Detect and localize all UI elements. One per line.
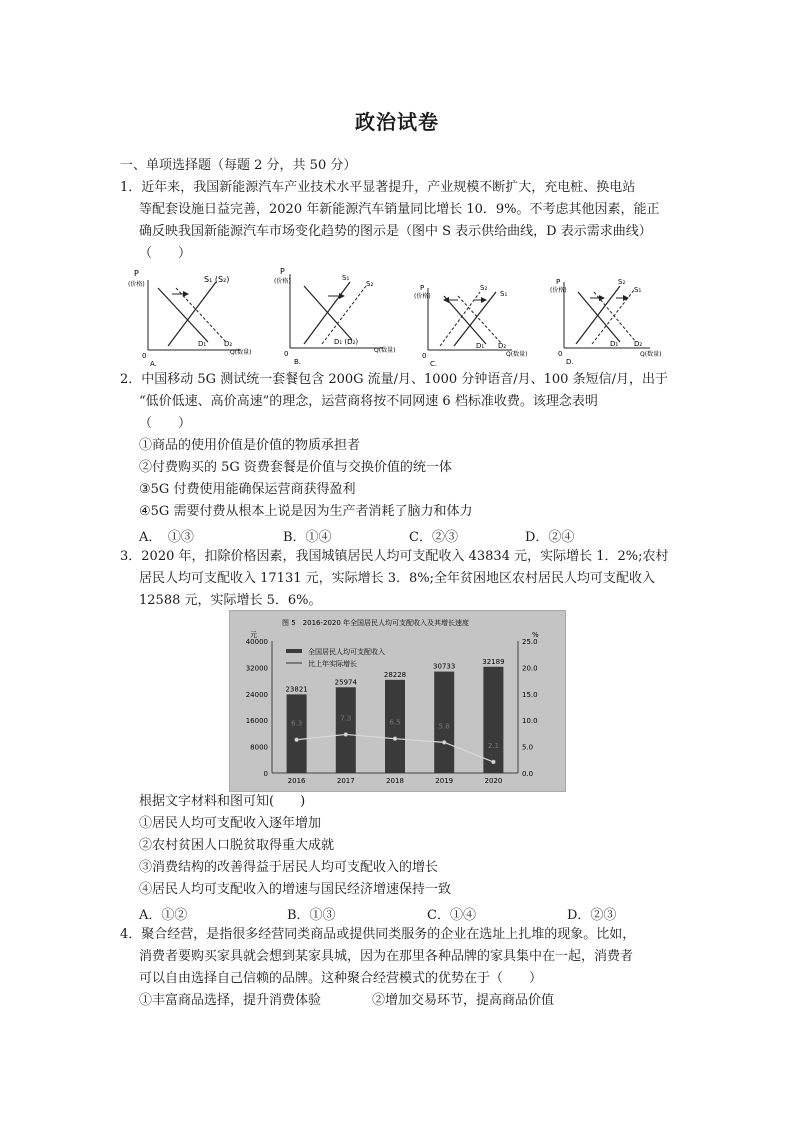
- bar-2016: [287, 694, 307, 773]
- q1-stem-line-2: 等配套设施日益完善，2020 年新能源汽车销量同比增长 10．9%。不考虑其他因素，能正: [139, 202, 660, 217]
- q2-option-a[interactable]: A． ①③: [139, 530, 194, 545]
- graph-c-q-label: Q(数量): [506, 351, 528, 358]
- y-right-tick-2: 10.0: [522, 717, 538, 726]
- rate-label-2019: 5.8: [438, 722, 450, 731]
- q4-statement-1: ①丰富商品选择，提升消费体验: [139, 993, 322, 1008]
- q2-statement-2: ②付费购买的 5G 资费套餐是价值与交换价值的统一体: [139, 460, 452, 475]
- y-left-tick-3: 24000: [245, 690, 268, 699]
- graph-c-s2-label: S₂: [480, 284, 488, 292]
- graph-c-d2-label: D₂: [498, 342, 507, 350]
- q1-stem-line-3: 确反映我国新能源汽车市场变化趋势的图示是（图中 S 表示供给曲线，D 表示需求曲线）: [139, 224, 652, 239]
- q3-statement-3: ③消费结构的改善得益于居民人均可支配收入的增长: [139, 860, 439, 875]
- graph-a-p-unit: (价格): [128, 281, 145, 288]
- graph-c-p-label: P: [420, 284, 425, 292]
- graph-d-origin: 0: [558, 350, 563, 358]
- graph-c-p-unit: (价格): [414, 293, 431, 300]
- graph-b-letter: B.: [294, 358, 302, 366]
- q3-option-a[interactable]: A．①②: [139, 908, 188, 923]
- y-left-tick-2: 16000: [245, 717, 268, 726]
- q2-stem-line-1: 2．中国移动 5G 测试统一套餐包含 200G 流量/月、1000 分钟语音/月、100 条短信/月，出于: [120, 372, 668, 387]
- graph-d-demand-d2: [594, 292, 636, 342]
- q2-statement-3: ③5G 付费使用能确保运营商获得盈利: [139, 482, 356, 497]
- graph-d-d2-label: D₂: [634, 340, 643, 348]
- y-left-tick-0: 0: [263, 770, 268, 778]
- q4-statement-2: ②增加交易环节，提高商品价值: [372, 993, 555, 1008]
- graph-a-q-label: Q(数量): [230, 349, 252, 356]
- q2-option-d[interactable]: D．②④: [525, 530, 575, 545]
- q2-statement-1: ①商品的使用价值是价值的物质承担者: [139, 438, 361, 453]
- legend-bar-swatch: [286, 649, 302, 653]
- graph-b-p-label: P: [280, 267, 285, 276]
- rate-point-2020: [491, 760, 495, 764]
- q1-graphs: [128, 266, 668, 370]
- q3-option-d[interactable]: D．②③: [567, 908, 617, 923]
- q2-option-c[interactable]: C．②③: [409, 530, 458, 545]
- legend-line-label: 比上年实际增长: [308, 660, 357, 668]
- x-tick-2016: 2016: [287, 777, 306, 785]
- x-tick-2018: 2018: [386, 777, 404, 785]
- graph-b-s2-label: S₂: [366, 280, 374, 288]
- graph-d-s2-label: S₂: [618, 278, 626, 286]
- y-left-tick-5: 40000: [245, 638, 268, 646]
- graph-b-demand-curve: [304, 286, 352, 340]
- graph-a[interactable]: [128, 269, 251, 368]
- graph-d-p-unit: (价格): [550, 287, 567, 294]
- graph-b-supply-s1: [304, 282, 350, 344]
- q2-option-b[interactable]: B．①④: [283, 530, 332, 545]
- graph-d-p-label: P: [556, 278, 561, 286]
- graph-d-q-label: Q(数量): [640, 351, 662, 358]
- page-title: 政治试卷: [355, 110, 439, 134]
- q4-stem-line-2: 消费者要购买家具就会想到某家具城，因为在那里各种品牌的家具集中在一起，消费者: [139, 949, 634, 964]
- chart-right-unit: %: [532, 631, 539, 639]
- graph-c[interactable]: [414, 284, 527, 368]
- rate-point-2018: [393, 737, 397, 741]
- rate-point-2016: [295, 738, 299, 742]
- chart-left-unit: 元: [250, 631, 257, 639]
- graph-d[interactable]: [550, 278, 661, 366]
- q2-stem-line-2: “低价低速、高价高速”的理念，运营商将按不同网速 6 档标准收费。该理念表明: [139, 394, 598, 409]
- q1-answer-blank: （ ）: [139, 246, 192, 261]
- x-tick-2019: 2019: [435, 777, 454, 785]
- graph-c-d1-label: D₁: [476, 342, 485, 350]
- y-right-tick-0: 0.0: [522, 770, 534, 778]
- q2-statement-4: ④5G 需要付费从根本上说是因为生产者消耗了脑力和体力: [139, 504, 473, 519]
- graph-b-q-label: Q(数量): [374, 347, 396, 354]
- graph-a-supply-curve: [168, 282, 216, 346]
- q2-answer-blank: （ ）: [139, 416, 192, 431]
- chart-legend: [286, 647, 385, 668]
- q3-statement-4: ④居民人均可支配收入的增速与国民经济增速保持一致: [139, 882, 452, 897]
- graph-a-origin: 0: [142, 352, 147, 360]
- y-left-tick-4: 32000: [245, 664, 268, 673]
- x-tick-2020: 2020: [484, 777, 503, 785]
- x-tick-2017: 2017: [336, 777, 355, 785]
- graph-c-s1-label: S₁: [500, 290, 508, 298]
- q3-prompt: 根据文字材料和图可知( ): [139, 794, 306, 809]
- q3-stem-line-2: 居民人均可支配收入 17131 元，实际增长 3．8%;全年贫困地区农村居民人均可支配收入: [139, 571, 656, 586]
- bar-label-2016: 23821: [285, 685, 308, 694]
- q3-option-c[interactable]: C．①④: [427, 908, 476, 923]
- bar-2017: [336, 687, 356, 773]
- q3-options: [139, 904, 659, 922]
- q3-stem-line-3: 12588 元，实际增长 5．6%。: [139, 593, 322, 608]
- q1-stem-line-1: 1．近年来，我国新能源汽车产业技术水平显著提升，产业规模不断扩大，充电桩、换电站: [120, 180, 636, 195]
- graph-b-supply-s2: [322, 286, 366, 344]
- chart-title: 图 5 2016-2020 年全国居民人均可支配收入及其增长速度: [282, 619, 470, 627]
- graph-d-d1-label: D₁: [610, 340, 619, 348]
- q3-statement-1: ①居民人均可支配收入逐年增加: [139, 816, 322, 831]
- q3-option-b[interactable]: B．①③: [287, 908, 336, 923]
- bar-2020: [483, 667, 503, 773]
- income-chart-svg: [230, 611, 565, 791]
- bar-label-2020: 32189: [482, 657, 505, 666]
- legend-bar-label: 全国居民人均可支配收入: [308, 648, 385, 656]
- q2-options: [139, 526, 659, 544]
- rate-point-2017: [344, 732, 348, 736]
- q4-stem-line-3: 可以自由选择自己信赖的品牌。这种聚合经营模式的优势在于（ ）: [139, 971, 543, 986]
- graph-a-s-label: S₁ (S₂): [204, 275, 230, 284]
- rate-label-2017: 7.3: [340, 714, 352, 723]
- income-chart: [229, 610, 566, 792]
- bar-label-2018: 28228: [383, 670, 407, 679]
- graph-a-d2-label: D₂: [224, 340, 233, 348]
- graph-a-d1-label: D₁: [198, 340, 207, 348]
- rate-label-2020: 2.1: [487, 741, 499, 750]
- rate-label-2016: 6.3: [291, 719, 303, 728]
- graph-c-origin: 0: [422, 352, 427, 360]
- graph-b-origin: 0: [284, 350, 289, 358]
- graph-b-p-unit: (价格): [274, 278, 291, 285]
- q3-statement-2: ②农村贫困人口脱贫取得重大成就: [139, 838, 335, 853]
- graph-b-s1-label: S₁: [342, 274, 350, 282]
- section-heading: 一、单项选择题（每题 2 分，共 50 分）: [120, 158, 357, 173]
- graph-d-letter: D.: [566, 358, 574, 366]
- graph-a-p-label: P: [134, 269, 139, 278]
- graph-b[interactable]: [274, 267, 395, 366]
- y-left-tick-1: 8000: [250, 743, 268, 752]
- q3-stem-line-1: 3．2020 年，扣除价格因素，我国城镇居民人均可支配收入 43834 元，实际增长 1．2%;农村: [120, 549, 669, 564]
- y-right-tick-5: 25.0: [522, 638, 538, 646]
- graph-b-d-label: D₁ (D₂): [334, 338, 359, 346]
- bar-label-2017: 25974: [334, 678, 357, 687]
- rate-point-2019: [442, 740, 446, 744]
- q4-stem-line-1: 4．聚合经营，是指很多经营同类商品或提供同类服务的企业在选址上扎堆的现象。比如，: [120, 927, 636, 942]
- graph-d-s1-label: S₁: [634, 286, 642, 294]
- y-right-tick-4: 20.0: [522, 664, 538, 673]
- y-right-tick-3: 15.0: [522, 690, 538, 699]
- bar-label-2019: 30733: [433, 662, 456, 671]
- rate-label-2018: 6.5: [389, 718, 401, 727]
- graph-c-letter: C.: [430, 360, 438, 368]
- y-right-tick-1: 5.0: [522, 743, 534, 752]
- graph-a-letter: A.: [150, 360, 157, 368]
